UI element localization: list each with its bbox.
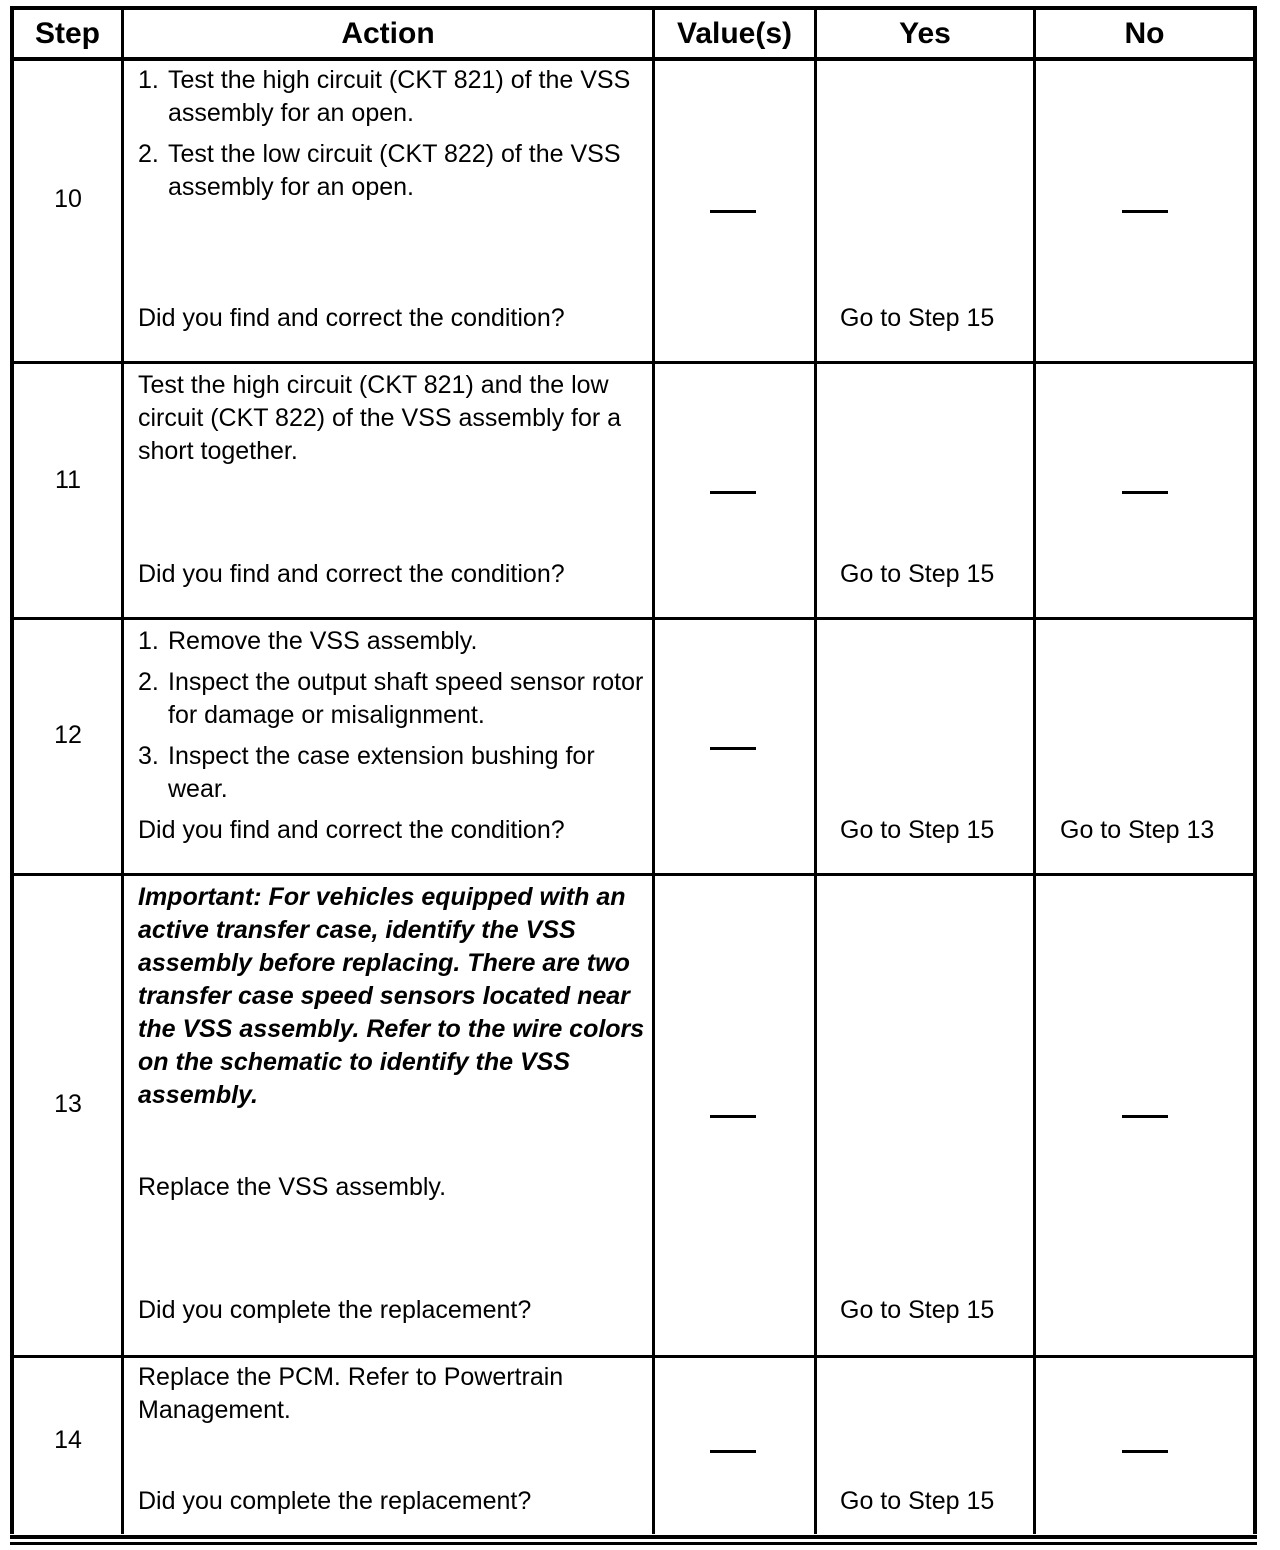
step-number: 12	[54, 721, 82, 749]
action-text: Replace the PCM. Refer to Powertrain Management.	[138, 1363, 564, 1424]
value-dash	[710, 1115, 756, 1118]
no-dash	[1122, 210, 1168, 213]
step-item-number: 2.	[138, 140, 159, 168]
action-question: Did you complete the replacement?	[138, 1487, 532, 1515]
action-question: Did you find and correct the condition?	[138, 560, 565, 588]
yes-result: Go to Step 15	[840, 560, 995, 588]
action-text: Replace the VSS assembly.	[138, 1173, 447, 1201]
yes-result: Go to Step 15	[840, 1487, 995, 1515]
step-item-text: Test the high circuit (CKT 821) of the VSS assembly for an open.	[168, 66, 631, 127]
step-number: 13	[54, 1090, 82, 1118]
value-dash	[710, 747, 756, 750]
step-item-number: 3.	[138, 742, 159, 770]
important-note: Important: For vehicles equipped with an active transfer case, identify the VSS assembly before replacing. There are two transfer case speed sensors located near the VSS assembly. Refer to the wire colors on the schematic to identify the VSS assembly.	[138, 883, 645, 1109]
step-item-text: Inspect the case extension bushing for wear.	[168, 742, 595, 803]
step-number: 10	[54, 185, 82, 213]
action-question: Did you complete the replacement?	[138, 1296, 532, 1324]
step-item-number: 2.	[138, 668, 159, 696]
header-yes: Yes	[899, 17, 951, 50]
step-number: 11	[55, 466, 81, 494]
header-action: Action	[341, 17, 435, 50]
step-item-number: 1.	[138, 627, 159, 655]
action-step	[138, 625, 648, 658]
value-dash	[710, 491, 756, 494]
value-dash	[710, 1450, 756, 1453]
no-dash	[1122, 1115, 1168, 1118]
action-step	[138, 138, 648, 204]
header-no: No	[1124, 17, 1165, 50]
no-dash	[1122, 491, 1168, 494]
action-step	[138, 666, 648, 732]
step-number: 14	[54, 1426, 82, 1454]
value-dash	[710, 210, 756, 213]
action-question: Did you find and correct the condition?	[138, 304, 565, 332]
yes-result: Go to Step 15	[840, 304, 995, 332]
action-text: Test the high circuit (CKT 821) and the low circuit (CKT 822) of the VSS assembly for a short together.	[138, 371, 622, 465]
action-step	[138, 740, 648, 806]
step-item-text: Remove the VSS assembly.	[168, 627, 478, 655]
action-step	[138, 64, 648, 130]
no-dash	[1122, 1450, 1168, 1453]
yes-result: Go to Step 15	[840, 1296, 995, 1324]
header-values: Value(s)	[676, 17, 793, 50]
yes-result: Go to Step 15	[840, 816, 995, 844]
step-item-text: Test the low circuit (CKT 822) of the VSS assembly for an open.	[168, 140, 621, 201]
step-item-number: 1.	[138, 66, 159, 94]
header-step: Step	[34, 17, 100, 50]
step-item-text: Inspect the output shaft speed sensor rotor for damage or misalignment.	[168, 668, 644, 729]
action-question: Did you find and correct the condition?	[138, 816, 565, 844]
no-result: Go to Step 13	[1060, 816, 1215, 844]
